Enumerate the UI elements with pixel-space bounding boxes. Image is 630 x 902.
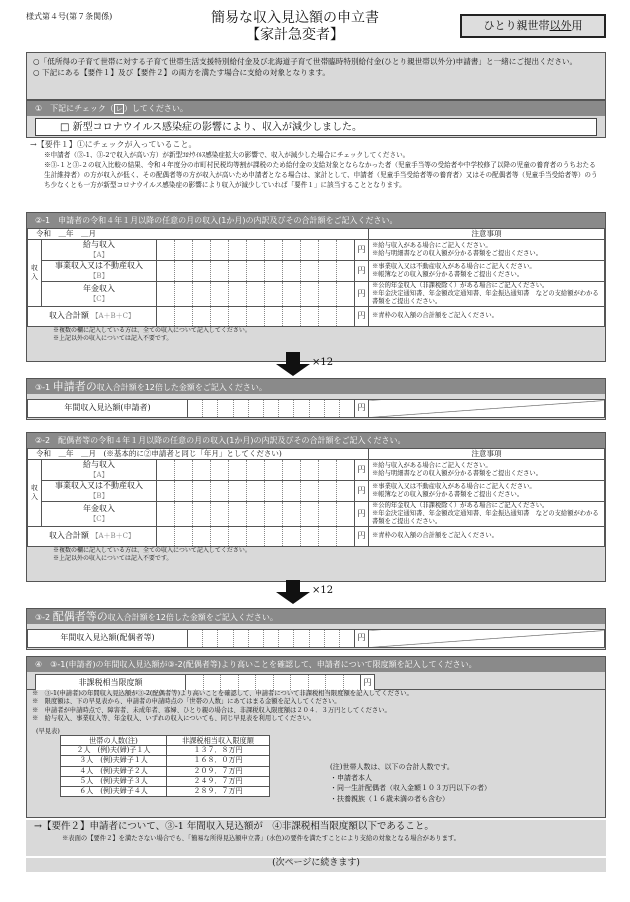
band-big: 配偶者等の — [52, 610, 108, 623]
foot-note1: ※複数の欄に記入している方は、全ての収入について記入してください。 — [53, 546, 251, 554]
business-label: 事業収入又は不動産収入 — [55, 480, 143, 490]
quick-reference-table — [60, 735, 270, 797]
annual-spouse-input[interactable] — [188, 630, 355, 648]
intro-line1: ○「低所得の子育て世帯に対する子育て世帯生活支援特別給付金及び北海道子育て世帯臨時特別給付金(ひとり親世帯以外分)申請書」と一緒にご提出ください。 — [33, 57, 578, 66]
table-cell: ２人 (例)夫(婦)子１人 — [61, 746, 167, 756]
requirement-2 — [26, 820, 606, 856]
note-line: ※事業収入又は不動産収入がある場合にご記入ください。 — [372, 262, 536, 270]
salary-sub: 【A】 — [89, 250, 109, 259]
multiply-label: ×12 — [312, 357, 334, 368]
limit-label: 非課税相当限度額 — [36, 675, 186, 693]
pension-input[interactable] — [157, 281, 355, 306]
salary-note — [369, 239, 605, 260]
req1-note1: ※申請者（③-1、③-2で収入が高い方）が新型ｺﾛﾅｳｲﾙｽ感染症拡大の影響で、収入が減少した場合にチェックしてください。 — [44, 151, 410, 159]
salary-note — [369, 459, 605, 480]
form-number: 様式第４号(第７条関係) — [26, 12, 113, 21]
section-4 — [26, 656, 606, 690]
badge-pre: ひとり親世帯 — [483, 19, 550, 32]
row-label — [42, 260, 157, 281]
band-pre: ③-1 — [35, 383, 51, 392]
band-pre: ③-2 — [35, 613, 51, 622]
notes-header: 注意事項 — [369, 229, 605, 240]
total-text: 収入合計額 — [48, 311, 89, 321]
yen-unit: 円 — [355, 239, 369, 260]
pension-label: 年金収入 — [83, 503, 115, 513]
req1-note2: ※③-１と③-２の収入比較の結果、令和４年度分の市町村民税均等割が課税のため給付金の支給対象とならなかった者（児童手当等の受給者や中学校修了以降の児童の養育者のうちおたる生計維持者）の方が収入が低く、その配偶者等の方が収入が高いため申請者となる場合は、家計として、申請者（児童手当受給者等の養育者）又はその配偶者等（児童手当受給者等）のうち少なくとも一方が新型コロナウイルス感染症の影響により収入が減少していれば「要件１」に該当することとなります。 — [44, 161, 598, 189]
total-sub: 【A＋B＋C】 — [91, 532, 136, 541]
yen-unit: 円 — [355, 400, 369, 418]
yen-unit: 円 — [355, 526, 369, 546]
total-label — [28, 306, 157, 326]
section-1-band — [27, 101, 605, 116]
income-table-spouse — [27, 448, 605, 547]
check-mark-icon: レ — [115, 104, 123, 113]
section-3-2-band — [27, 609, 605, 624]
title-line1: 簡易な収入見込額の申立書 — [211, 10, 379, 26]
diagonal-cell — [369, 630, 605, 648]
business-sub: 【B】 — [89, 271, 109, 280]
business-note — [369, 260, 605, 281]
dep-line: ・扶養親族（１６歳未満の者も含む） — [330, 794, 449, 803]
requirement-1-notes — [26, 140, 606, 212]
row-label — [42, 501, 157, 526]
covid-checkbox[interactable]: □ 新型コロナウイルス感染症の影響により、収入が減少しました。 — [35, 118, 597, 136]
req2-line: →【要件２】申請者について、③-1 年間収入見込額が ④非課税相当限度額以下であること。 — [34, 821, 434, 832]
continue-note: (次ページに続きます) — [26, 858, 606, 872]
section-1-title: ① 下記にチェック（ — [35, 104, 114, 113]
total-sub: 【A＋B＋C】 — [91, 312, 136, 321]
table-cell: ５人 (例)夫婦子３人 — [61, 776, 167, 786]
income-side-label: 収入 — [28, 459, 42, 526]
household-note — [330, 762, 491, 804]
table-cell: ２４９．７万円 — [166, 776, 269, 786]
quick-table-title: (早見表) — [36, 727, 60, 735]
business-label: 事業収入又は不動産収入 — [55, 260, 143, 270]
annual-applicant-table — [27, 399, 605, 418]
salary-label: 給与収入 — [83, 239, 115, 249]
period-field[interactable]: 令和 ＿年 ＿月 — [28, 229, 369, 240]
annual-spouse-label: 年間収入見込額(配偶者等) — [28, 630, 188, 648]
note-line: ※年金決定通知書、年金額改定通知書、年金振込通知書 などの支給額がわかる書類をご提出ください。 — [372, 509, 599, 525]
total-label — [28, 526, 157, 546]
row-label — [42, 459, 157, 480]
yen-unit: 円 — [355, 281, 369, 306]
section-1 — [26, 100, 606, 138]
band-big: 申請者の — [52, 380, 97, 393]
section-2-2 — [26, 432, 606, 582]
table-cell: ３人 (例)夫婦子１人 — [61, 756, 167, 766]
foot-note2: ※上記以外の収入については記入不要です。 — [53, 334, 173, 342]
note-line: ※帳簿などの収入額が分かる書類をご提出ください。 — [372, 270, 524, 278]
section-1-title-end: ）してください。 — [123, 104, 188, 113]
arrow-down-icon — [276, 352, 310, 376]
foot-note2: ※上記以外の収入については記入不要です。 — [53, 554, 173, 562]
section-2-2-band: ②-2 配偶者等の令和４年１月以降の任意の月の収入(1か月)の内訳及びその合計額をご記入ください。 — [27, 433, 605, 448]
table-cell: ２８９．７万円 — [166, 786, 269, 796]
note-line: ※公的年金収入（非課税除く）がある場合にご記入ください。 — [372, 281, 549, 289]
business-input[interactable] — [157, 260, 355, 281]
badge-underlined: 以外 — [549, 19, 572, 32]
salary-sub: 【A】 — [89, 470, 109, 479]
foot-note1: ※複数の欄に記入している方は、全ての収入について記入してください。 — [53, 326, 251, 334]
diagonal-cell — [369, 400, 605, 418]
req2-note: ※表面の【要件２】を満たさない場合でも、「簡易な所得見込額申立書」(水色)の要件を満たすことにより支給の対象となる場合があります。 — [62, 835, 460, 842]
income-table-applicant — [27, 228, 605, 327]
section-3-2 — [26, 608, 606, 650]
business-note — [369, 480, 605, 501]
business-input[interactable] — [157, 480, 355, 501]
yen-unit: 円 — [361, 675, 375, 693]
yen-unit: 円 — [355, 459, 369, 480]
pension-note — [369, 281, 605, 306]
arrow-down-icon — [276, 580, 310, 604]
yen-unit: 円 — [355, 306, 369, 326]
yen-unit: 円 — [355, 260, 369, 281]
quick-header-people: 世帯の人数(注) — [61, 736, 167, 746]
intro-line2: ○ 下記にある【要件１】及び【要件２】の両方を満たす場合に支給の対象となります。 — [33, 68, 330, 77]
page-title — [150, 10, 440, 44]
note-line: ※年金決定通知書、年金額改定通知書、年金振込通知書 などの支給額がわかる書類をご提出ください。 — [372, 289, 599, 305]
dep-line: ・申請者本人 — [330, 773, 372, 782]
annual-applicant-label: 年間収入見込額(申請者) — [28, 400, 188, 418]
salary-input[interactable] — [157, 459, 355, 480]
pension-note — [369, 501, 605, 526]
table-cell: ６人 (例)夫婦子４人 — [61, 786, 167, 796]
note-line: ※帳簿などの収入額が分かる書類をご提出ください。 — [372, 490, 524, 498]
annual-spouse-table — [27, 629, 605, 648]
section-3-1-band — [27, 379, 605, 394]
section-2-1-band: ②-1 申請者の令和４年１月以降の任意の月の収入(1か月)の内訳及びその合計額をご記入ください。 — [27, 213, 605, 228]
note-line: ※給与収入がある場合にご記入ください。 — [372, 461, 492, 469]
s4-note3: ※ 申請者が申請時点で、障害者、未成年者、寡婦、ひとり親の場合は、非課税収入限度額は２０４．３万円としてください。 — [32, 706, 391, 714]
income-side-label: 収入 — [28, 239, 42, 306]
notes-header: 注意事項 — [369, 449, 605, 460]
target-badge — [460, 14, 606, 38]
total-text: 収入合計額 — [48, 531, 89, 541]
business-sub: 【B】 — [89, 491, 109, 500]
title-line2: 【家計急変者】 — [246, 27, 344, 43]
section-4-band: ④ ③-1(申請者)の年間収入見込額が③-2(配偶者等)より高いことを確認して、申請者について限度額を記入してください。 — [27, 657, 605, 672]
quick-header-limit: 非課税相当収入限度額 — [166, 736, 269, 746]
yen-unit: 円 — [355, 630, 369, 648]
note-line: ※給与明細書などの収入額が分かる書類をご提出ください。 — [372, 469, 543, 477]
total-note: ※青枠の収入額の合計額をご記入ください。 — [369, 306, 605, 326]
req1-lead: →【要件１】①にチェックが入っていること。 — [30, 140, 197, 149]
note-line: ※給与収入がある場合にご記入ください。 — [372, 241, 492, 249]
annual-applicant-input[interactable] — [188, 400, 355, 418]
row-label — [42, 480, 157, 501]
intro-box — [26, 52, 606, 100]
note-line: ※給与明細書などの収入額が分かる書類をご提出ください。 — [372, 249, 543, 257]
row-label — [42, 239, 157, 260]
note-line: ※公的年金収入（非課税除く）がある場合にご記入ください。 — [372, 501, 549, 509]
pension-sub: 【C】 — [89, 294, 109, 303]
pension-sub: 【C】 — [89, 514, 109, 523]
table-cell: ２０９．７万円 — [166, 766, 269, 776]
section-3-1 — [26, 378, 606, 420]
s4-note2: ※ 限度額は、下の早見表から、申請者の申請時点の「世帯の人数」にあてはまる金額を記入してください。 — [32, 698, 341, 706]
yen-unit: 円 — [355, 480, 369, 501]
yen-unit: 円 — [355, 501, 369, 526]
pension-input[interactable] — [157, 501, 355, 526]
table-cell: １３７．８万円 — [166, 746, 269, 756]
band-post: 収入合計額を12倍した金額をご記入ください。 — [107, 613, 278, 622]
dep-line: ・同一生計配偶者（収入金額１０３万円以下の者） — [330, 784, 491, 792]
period-field[interactable]: 令和 ＿年 ＿月 (※基本的に②申請者と同じ「年月」としてください) — [28, 449, 369, 460]
multiply-label: ×12 — [312, 585, 334, 596]
s4-note1: ※ ③-1(申請者)の年間収入見込額が③-2(配偶者等)より高いことを確認して、申請者について非課税相当限度額を記入してください。 — [32, 690, 413, 697]
salary-input[interactable] — [157, 239, 355, 260]
pension-label: 年金収入 — [83, 283, 115, 293]
note-line: ※事業収入又は不動産収入がある場合にご記入ください。 — [372, 482, 536, 490]
badge-post: 用 — [571, 19, 583, 32]
s4-note4: ※ 給与収入、事業収入等、年金収入、いずれの収入についても、同じ早見表を利用してください。 — [32, 715, 316, 723]
table-cell: ４人 (例)夫婦子２人 — [61, 766, 167, 776]
total-input[interactable] — [157, 526, 355, 546]
total-note: ※青枠の収入額の合計額をご記入ください。 — [369, 526, 605, 546]
band-post: 収入合計額を12倍した金額をご記入ください。 — [96, 383, 267, 392]
total-input[interactable] — [157, 306, 355, 326]
dep-line: (注)世帯人数は、以下の合計人数です。 — [330, 763, 454, 771]
table-cell: １６８．０万円 — [166, 756, 269, 766]
row-label — [42, 281, 157, 306]
salary-label: 給与収入 — [83, 459, 115, 469]
section-2-1 — [26, 212, 606, 362]
